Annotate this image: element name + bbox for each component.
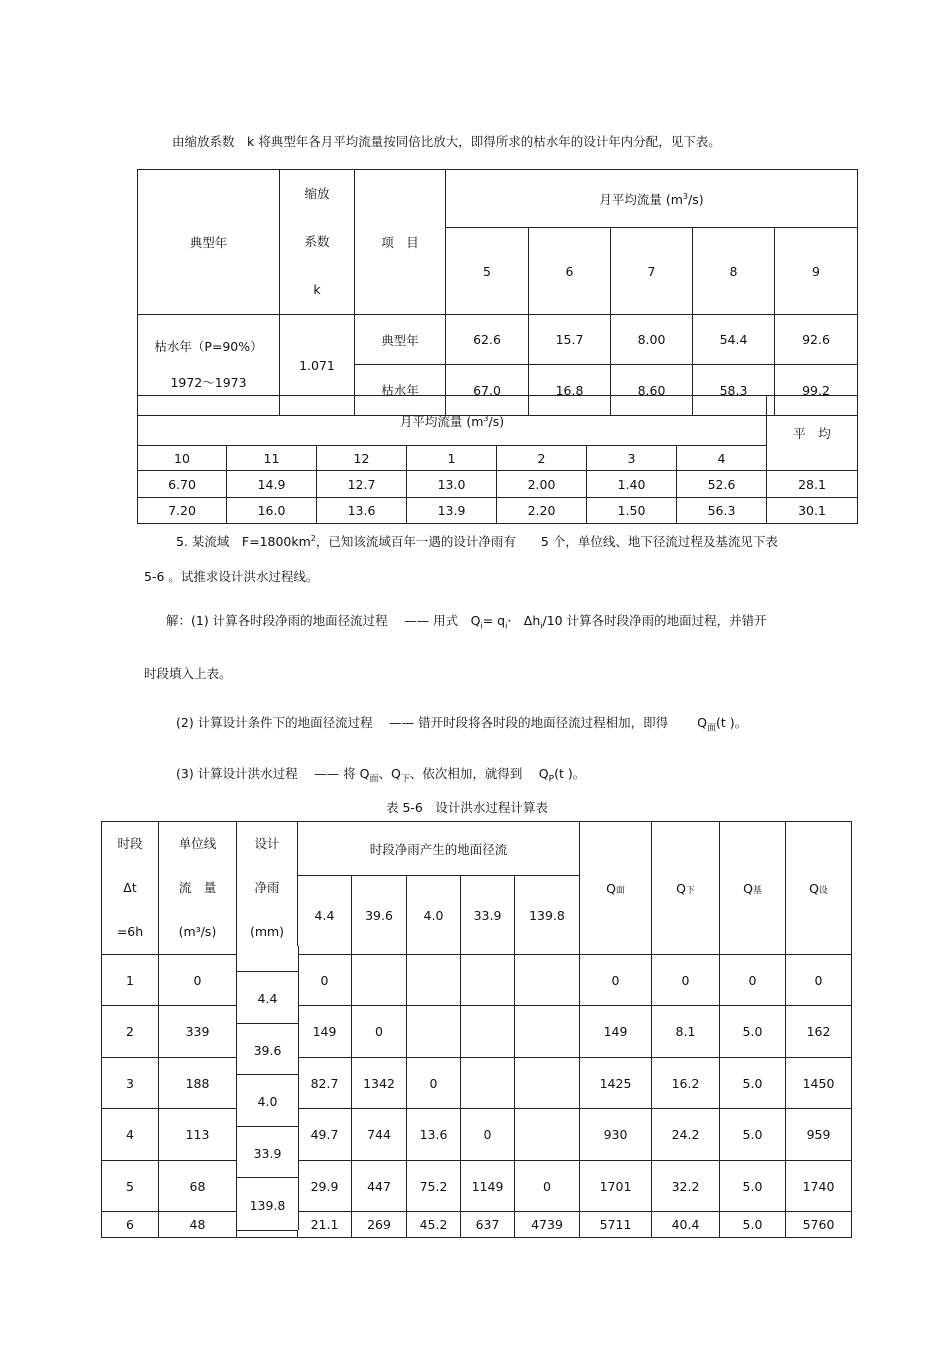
value-cell: 16.8 <box>529 365 611 416</box>
month-cell: 7 <box>611 228 693 315</box>
runoff-cell <box>352 955 407 1006</box>
problem-line-2: 5-6 。试推求设计洪水过程线。 <box>144 569 319 584</box>
value-cell: 67.0 <box>446 365 529 416</box>
month-cell: 8 <box>693 228 775 315</box>
design-rain-column <box>236 946 299 1230</box>
q-under-cell: 16.2 <box>652 1058 720 1109</box>
h-design-rain: 设计 净雨 (mm) <box>237 822 298 955</box>
month-cell: 5 <box>446 228 529 315</box>
q-surface-cell: 5711 <box>580 1212 652 1238</box>
value-cell: 54.4 <box>693 315 775 365</box>
uh-cell: 68 <box>159 1161 237 1212</box>
intro-text: 由缩放系数 k 将典型年各月平均流量按同倍比放大，即得所求的枯水年的设计年内分配，见下表。 <box>172 134 721 149</box>
h-period: 时段 Δt =6h <box>102 822 159 955</box>
avg-cell: 30.1 <box>767 498 858 524</box>
q-under-cell: 40.4 <box>652 1212 720 1238</box>
q-design-cell: 1450 <box>786 1058 852 1109</box>
runoff-cell: 149 <box>298 1006 352 1058</box>
runoff-cell <box>515 955 580 1006</box>
value-cell: 12.7 <box>317 471 407 498</box>
runoff-cell <box>515 1109 580 1161</box>
month-cell: 6 <box>529 228 611 315</box>
design-rain-value: 39.6 <box>253 1043 282 1058</box>
h-unit-hydrograph: 单位线 流 量 (m³/s) <box>159 822 237 955</box>
table-row <box>102 955 852 1006</box>
value-cell: 14.9 <box>227 471 317 498</box>
h-average: 平 均 <box>767 396 858 471</box>
q-base-cell: 5.0 <box>720 1058 786 1109</box>
runoff-cell: 0 <box>298 955 352 1006</box>
rain-col-head: 139.8 <box>515 876 580 955</box>
value-cell: 58.3 <box>693 365 775 416</box>
runoff-cell: 0 <box>515 1161 580 1212</box>
period-cell: 4 <box>102 1109 159 1161</box>
q-under-cell: 32.2 <box>652 1161 720 1212</box>
solution-step-2: (2) 计算设计条件下的地面径流过程 —— 错开时段将各时段的地面径流过程相加，即得 $Q_面(t$ )。 <box>176 715 748 734</box>
q-surface-cell: 1701 <box>580 1161 652 1212</box>
k-value: 1.071 <box>280 315 355 416</box>
design-rain-value: 33.9 <box>253 1146 282 1161</box>
q-under-cell: 0 <box>652 955 720 1006</box>
period-cell: 6 <box>102 1212 159 1238</box>
runoff-cell: 0 <box>352 1006 407 1058</box>
q-base-cell: 5.0 <box>720 1109 786 1161</box>
runoff-cell: 637 <box>461 1212 515 1238</box>
month-cell: 10 <box>138 446 227 471</box>
month-cell: 4 <box>677 446 767 471</box>
runoff-cell: 447 <box>352 1161 407 1212</box>
value-cell: 2.00 <box>497 471 587 498</box>
period-cell: 2 <box>102 1006 159 1058</box>
h-monthly-flow-2: 月平均流量 $(m^3/s)$ <box>138 396 767 446</box>
q-design-cell: 162 <box>786 1006 852 1058</box>
h-q-design: Q设 <box>786 822 852 955</box>
design-rain-value: 139.8 <box>249 1198 286 1213</box>
table2-caption: 表 5-6 设计洪水过程计算表 <box>386 800 548 815</box>
period-cell: 5 <box>102 1161 159 1212</box>
month-cell: 12 <box>317 446 407 471</box>
q-surface-cell: 930 <box>580 1109 652 1161</box>
month-cell: 9 <box>775 228 858 315</box>
q-design-cell: 1740 <box>786 1161 852 1212</box>
runoff-cell: 29.9 <box>298 1161 352 1212</box>
runoff-cell <box>515 1006 580 1058</box>
value-cell: 13.0 <box>407 471 497 498</box>
q-design-cell: 0 <box>786 955 852 1006</box>
table-row <box>102 1109 852 1161</box>
runoff-cell: 13.6 <box>407 1109 461 1161</box>
runoff-cell: 1149 <box>461 1161 515 1212</box>
value-cell: 8.60 <box>611 365 693 416</box>
q-base-cell: 5.0 <box>720 1161 786 1212</box>
table-row <box>102 1161 852 1212</box>
runoff-cell: 0 <box>461 1109 515 1161</box>
q-surface-cell: 149 <box>580 1006 652 1058</box>
uh-cell: 339 <box>159 1006 237 1058</box>
value-cell: 2.20 <box>497 498 587 524</box>
value-cell: 52.6 <box>677 471 767 498</box>
period-cell: 3 <box>102 1058 159 1109</box>
runoff-cell: 82.7 <box>298 1058 352 1109</box>
h-q-surface: Q面 <box>580 822 652 955</box>
h-item: 项 目 <box>355 170 446 315</box>
h-monthly-flow: 月平均流量 $(m^3/s)$ <box>446 170 858 228</box>
runoff-cell: 49.7 <box>298 1109 352 1161</box>
runoff-cell <box>515 1058 580 1109</box>
problem-line-1: 5. 某流域 $F=1800km^2$，已知该流域百年一遇的设计净雨有 5 个，单位线、地下径流过程及基流见下表 <box>176 534 778 550</box>
runoff-cell <box>407 1006 461 1058</box>
q-base-cell: 5.0 <box>720 1006 786 1058</box>
table1-lower <box>137 395 858 524</box>
solution-step-1: 解：(1) 计算各时段净雨的地面径流过程 —— 用式 $Q_i= q_i\cdot$ $\Delta h_i/10$ 计算各时段净雨的地面过程，并错开 <box>166 613 767 631</box>
period-cell: 1 <box>102 955 159 1006</box>
runoff-cell <box>461 1006 515 1058</box>
value-cell: 99.2 <box>775 365 858 416</box>
value-cell: 62.6 <box>446 315 529 365</box>
item-typical: 典型年 <box>355 315 446 365</box>
rain-col-head: 33.9 <box>461 876 515 955</box>
table2 <box>101 821 852 1238</box>
rain-col-head: 4.4 <box>298 876 352 955</box>
month-cell: 3 <box>587 446 677 471</box>
rain-col-head: 39.6 <box>352 876 407 955</box>
avg-cell: 28.1 <box>767 471 858 498</box>
runoff-cell: 1342 <box>352 1058 407 1109</box>
h-surface-runoff: 时段净雨产生的地面径流 <box>298 822 580 876</box>
value-cell: 15.7 <box>529 315 611 365</box>
q-base-cell: 5.0 <box>720 1212 786 1238</box>
runoff-cell: 75.2 <box>407 1161 461 1212</box>
runoff-cell: 21.1 <box>298 1212 352 1238</box>
value-cell: 6.70 <box>138 471 227 498</box>
uh-cell: 188 <box>159 1058 237 1109</box>
runoff-cell <box>461 955 515 1006</box>
q-under-cell: 24.2 <box>652 1109 720 1161</box>
runoff-cell <box>461 1058 515 1109</box>
q-design-cell: 959 <box>786 1109 852 1161</box>
solution-step-1-cont: 时段填入上表。 <box>144 666 232 681</box>
table-row <box>102 1058 852 1109</box>
runoff-cell: 269 <box>352 1212 407 1238</box>
value-cell: 56.3 <box>677 498 767 524</box>
table-row <box>102 1006 852 1058</box>
value-cell: 7.20 <box>138 498 227 524</box>
runoff-cell: 744 <box>352 1109 407 1161</box>
uh-cell: 48 <box>159 1212 237 1238</box>
q-base-cell: 0 <box>720 955 786 1006</box>
uh-cell: 113 <box>159 1109 237 1161</box>
h-scale-factor: 缩放 系数 k <box>280 170 355 315</box>
h-q-base: Q基 <box>720 822 786 955</box>
month-cell: 11 <box>227 446 317 471</box>
rain-col-head: 4.0 <box>407 876 461 955</box>
value-cell: 8.00 <box>611 315 693 365</box>
q-surface-cell: 0 <box>580 955 652 1006</box>
month-cell: 1 <box>407 446 497 471</box>
q-surface-cell: 1425 <box>580 1058 652 1109</box>
runoff-cell: 45.2 <box>407 1212 461 1238</box>
value-cell: 1.40 <box>587 471 677 498</box>
value-cell: 92.6 <box>775 315 858 365</box>
value-cell: 13.6 <box>317 498 407 524</box>
h-typical-year: 典型年 <box>138 170 280 315</box>
runoff-cell: 4739 <box>515 1212 580 1238</box>
h-q-under: Q下 <box>652 822 720 955</box>
value-cell: 13.9 <box>407 498 497 524</box>
runoff-cell <box>407 955 461 1006</box>
value-cell: 16.0 <box>227 498 317 524</box>
table-row <box>102 1212 852 1238</box>
value-cell: 1.50 <box>587 498 677 524</box>
table1-upper <box>137 169 858 416</box>
design-rain-value: 4.4 <box>257 991 278 1006</box>
month-cell: 2 <box>497 446 587 471</box>
q-design-cell: 5760 <box>786 1212 852 1238</box>
q-under-cell: 8.1 <box>652 1006 720 1058</box>
item-dry: 枯水年 <box>355 365 446 416</box>
runoff-cell: 0 <box>407 1058 461 1109</box>
design-rain-value: 4.0 <box>257 1094 278 1109</box>
dry-year-label: 枯水年（P=90%） 1972～1973 <box>138 315 280 416</box>
solution-step-3: (3) 计算设计洪水过程 —— 将 $Q_面$、$Q_下$、依次相加，就得到 $Q_P(t$ )。 <box>176 766 586 785</box>
uh-cell: 0 <box>159 955 237 1006</box>
